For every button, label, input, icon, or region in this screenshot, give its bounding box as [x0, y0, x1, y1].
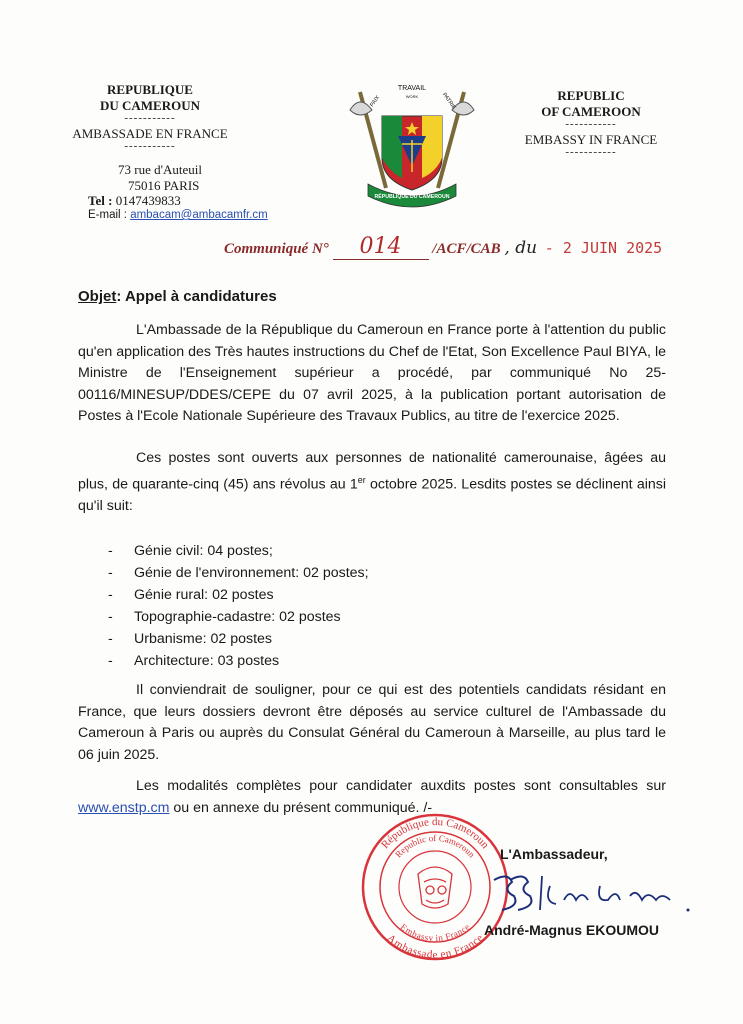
signatory-title: L'Ambassadeur, [500, 846, 608, 862]
coat-of-arms-emblem [346, 80, 478, 208]
email-link[interactable]: ambacam@ambacamfr.cm [130, 209, 268, 221]
reference-suffix: /ACF/CAB [432, 241, 501, 257]
reference-line [224, 234, 662, 260]
handwritten-signature [484, 866, 694, 922]
separator: ----------- [124, 140, 176, 152]
posts-list [108, 540, 608, 672]
date-stamp: - 2 JUIN 2025 [544, 239, 663, 257]
paragraph-1: L'Ambassade de la République du Cameroun en France porte à l'attention du public qu'en application des Très hautes instructions du Chef de l'Etat, Son Excellence Paul BIYA, le Ministre de l'Enseignement supérieur a procédé, par communiqué No 25-00116/MINESUP/DDES/CEPE du 07 avril 2025, à la publication portant autorisation de Postes à l'Ecole Nationale Supérieure des Travaux Publics, au titre de l'exercice 2025. [78, 322, 666, 424]
motto-work: WORK [405, 94, 419, 99]
list-item: - Génie civil: 04 postes; [108, 540, 608, 562]
tel-label: Tel : [88, 193, 113, 208]
paragraph-2-start: Ces postes sont ouverts aux personnes de nationalité camerounaise, âgées au plus, de quarante-cinq (45) ans révolus au 1 [78, 450, 666, 493]
paragraph-4-start: Les modalités complètes pour candidater auxdits postes sont consultables sur [136, 778, 666, 794]
reference-label: Communiqué N° [224, 241, 329, 257]
stamp-text-outer-bottom: Ambassade en France [384, 932, 486, 962]
motto-patrie: PATRIE [440, 91, 457, 111]
country-name-fr-2: DU CAMEROUN [99, 98, 201, 113]
country-name-en-2: OF CAMEROON [541, 104, 641, 119]
subject-label: Objet [78, 288, 117, 305]
subject-line [78, 288, 277, 305]
separator: ----------- [565, 118, 617, 130]
ribbon-text: RÉPUBLIQUE DU CAMEROUN [374, 194, 450, 200]
list-item: - Topographie-cadastre: 02 postes [108, 606, 608, 628]
tel-number: 0147439833 [115, 193, 181, 208]
website-link[interactable]: www.enstp.cm [78, 799, 170, 816]
embassy-name-fr: AMBASSADE EN FRANCE [72, 126, 228, 141]
separator: ----------- [565, 146, 617, 158]
paragraph-3: Il conviendrait de souligner, pour ce qui est des potentiels candidats résidant en France, que leurs dossiers devront être déposés au service culturel de l'Ambassade du Cameroun à Paris ou auprès du Consulat Général du Cameroun à Marseille, au plus tard le 06 juin 2025. [78, 682, 666, 763]
motto-paix: PAIX [369, 94, 382, 109]
motto-travail: TRAVAIL [397, 85, 427, 92]
stamp-emblem-icon [418, 867, 452, 908]
telephone [88, 193, 181, 209]
subject-text: : Appel à candidatures [116, 288, 277, 305]
left-header [60, 82, 240, 151]
email-label: E-mail : [88, 209, 127, 221]
signatory-name: André-Magnus EKOUMOU [484, 922, 659, 938]
country-name-fr-1: REPUBLIQUE [107, 82, 193, 97]
right-header [508, 88, 674, 157]
stamp-text-inner-top: Republic of Cameroun [393, 832, 477, 860]
list-item: - Architecture: 03 postes [108, 650, 608, 672]
embassy-name-en: EMBASSY IN FRANCE [524, 132, 658, 147]
reference-number: 014 [333, 234, 429, 260]
separator: ----------- [124, 112, 176, 124]
list-item: - Génie de l'environnement: 02 postes; [108, 562, 608, 584]
paragraph-2 [78, 448, 666, 517]
list-item: - Urbanisme: 02 postes [108, 628, 608, 650]
stamp-text-outer-top: République du Cameroun [379, 815, 492, 852]
list-item: - Génie rural: 02 postes [108, 584, 608, 606]
reference-du: , du [504, 238, 538, 258]
paragraph-2-end: octobre 2025. Lesdits postes se déclinent ainsi qu'il suit: [78, 476, 666, 514]
address-city: 75016 PARIS [128, 178, 200, 193]
paragraph-4-end: ou en annexe du présent communiqué. /- [169, 799, 433, 816]
stamp-text-inner-bottom: Embassy in France [398, 922, 472, 944]
email-line [88, 209, 268, 221]
address-street: 73 rue d'Auteuil [118, 162, 202, 177]
country-name-en-1: REPUBLIC [557, 88, 625, 103]
ordinal-suffix: er [357, 474, 366, 485]
